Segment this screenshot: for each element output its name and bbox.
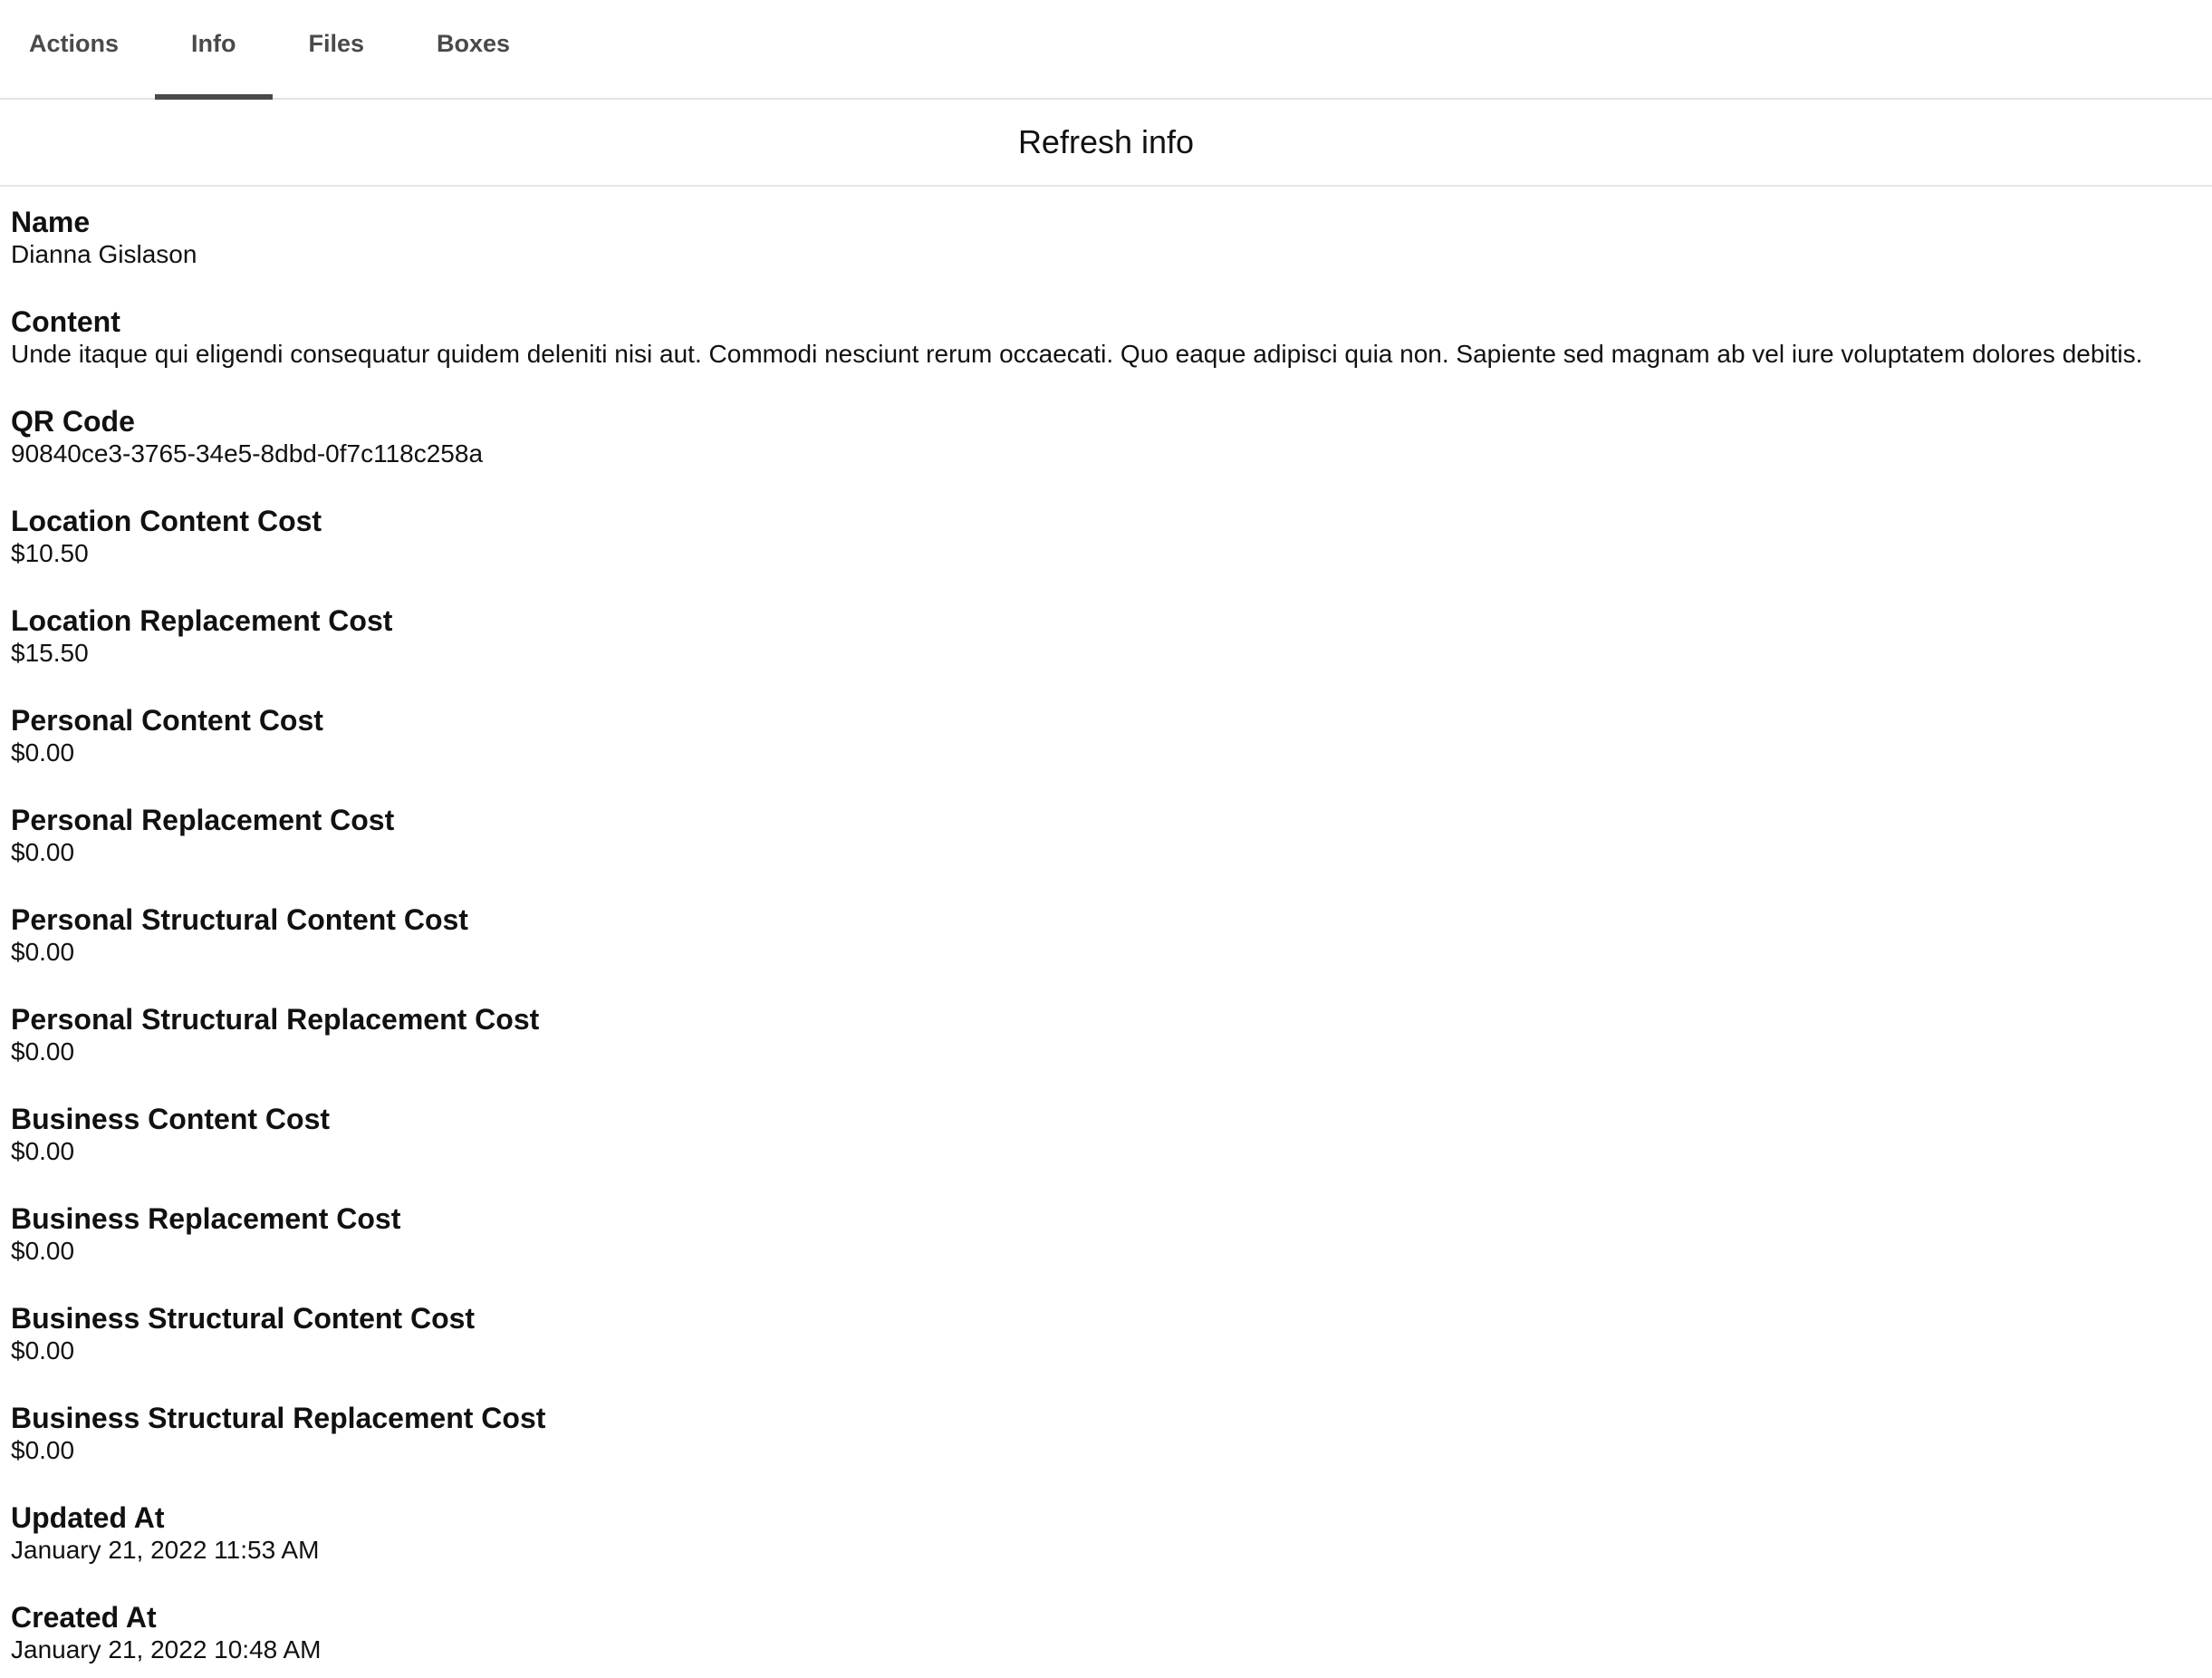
field-value: $0.00 [11,1037,75,1066]
field-business-structural-content-cost [11,1301,2212,1401]
field-value: 90840ce3-3765-34e5-8dbd-0f7c118c258a [11,439,484,468]
field-qr-code [11,404,2212,504]
field-created-at [11,1600,2212,1678]
field-location-content-cost [11,504,2212,603]
field-personal-content-cost [11,703,2212,803]
field-label: Location Content Cost [11,505,322,537]
field-label: Personal Replacement Cost [11,804,395,836]
field-location-replacement-cost [11,603,2212,703]
field-updated-at [11,1500,2212,1600]
tab-boxes[interactable]: Boxes [437,29,511,57]
field-value: Dianna Gislason [11,240,197,268]
refresh-bar [0,100,2212,187]
field-value: $0.00 [11,1237,75,1265]
info-field-list [0,187,2212,1678]
field-label: Personal Content Cost [11,704,323,737]
field-value: $0.00 [11,1336,75,1365]
field-value: $0.00 [11,1137,75,1165]
tab-info[interactable]: Info [155,0,272,98]
field-label: Updated At [11,1501,165,1534]
field-value: $0.00 [11,738,75,767]
field-value: January 21, 2022 10:48 AM [11,1635,322,1664]
field-personal-replacement-cost [11,803,2212,902]
tab-bar [0,0,2212,100]
field-value: $10.50 [11,539,89,567]
field-label: Personal Structural Replacement Cost [11,1003,540,1036]
field-content [11,304,2212,404]
field-label: Business Structural Content Cost [11,1302,476,1335]
field-value: Unde itaque qui eligendi consequatur quidem deleniti nisi aut. Commodi nesciunt rerum occaecati. Quo eaque adipisci quia non. Sapiente sed magnam ab vel iure voluptatem dolores debitis. [11,340,2143,368]
field-name [11,205,2212,304]
tab-files[interactable]: Files [308,29,365,57]
field-business-structural-replacement-cost [11,1401,2212,1500]
field-value: $0.00 [11,938,75,966]
field-label: Business Replacement Cost [11,1202,401,1235]
field-personal-structural-content-cost [11,902,2212,1002]
tab-actions[interactable]: Actions [29,29,120,57]
field-label: QR Code [11,405,135,438]
field-value: $0.00 [11,838,75,866]
field-label: Business Structural Replacement Cost [11,1402,546,1434]
field-business-content-cost [11,1102,2212,1201]
field-label: Name [11,206,91,238]
field-value: January 21, 2022 11:53 AM [11,1536,320,1564]
field-label: Business Content Cost [11,1103,331,1135]
field-label: Content [11,305,120,338]
field-label: Created At [11,1601,157,1634]
field-personal-structural-replacement-cost [11,1002,2212,1102]
field-label: Personal Structural Content Cost [11,903,468,936]
refresh-info-button[interactable]: Refresh info [1000,118,1212,167]
field-label: Location Replacement Cost [11,604,393,637]
field-value: $0.00 [11,1436,75,1464]
field-value: $15.50 [11,639,89,667]
field-business-replacement-cost [11,1201,2212,1301]
